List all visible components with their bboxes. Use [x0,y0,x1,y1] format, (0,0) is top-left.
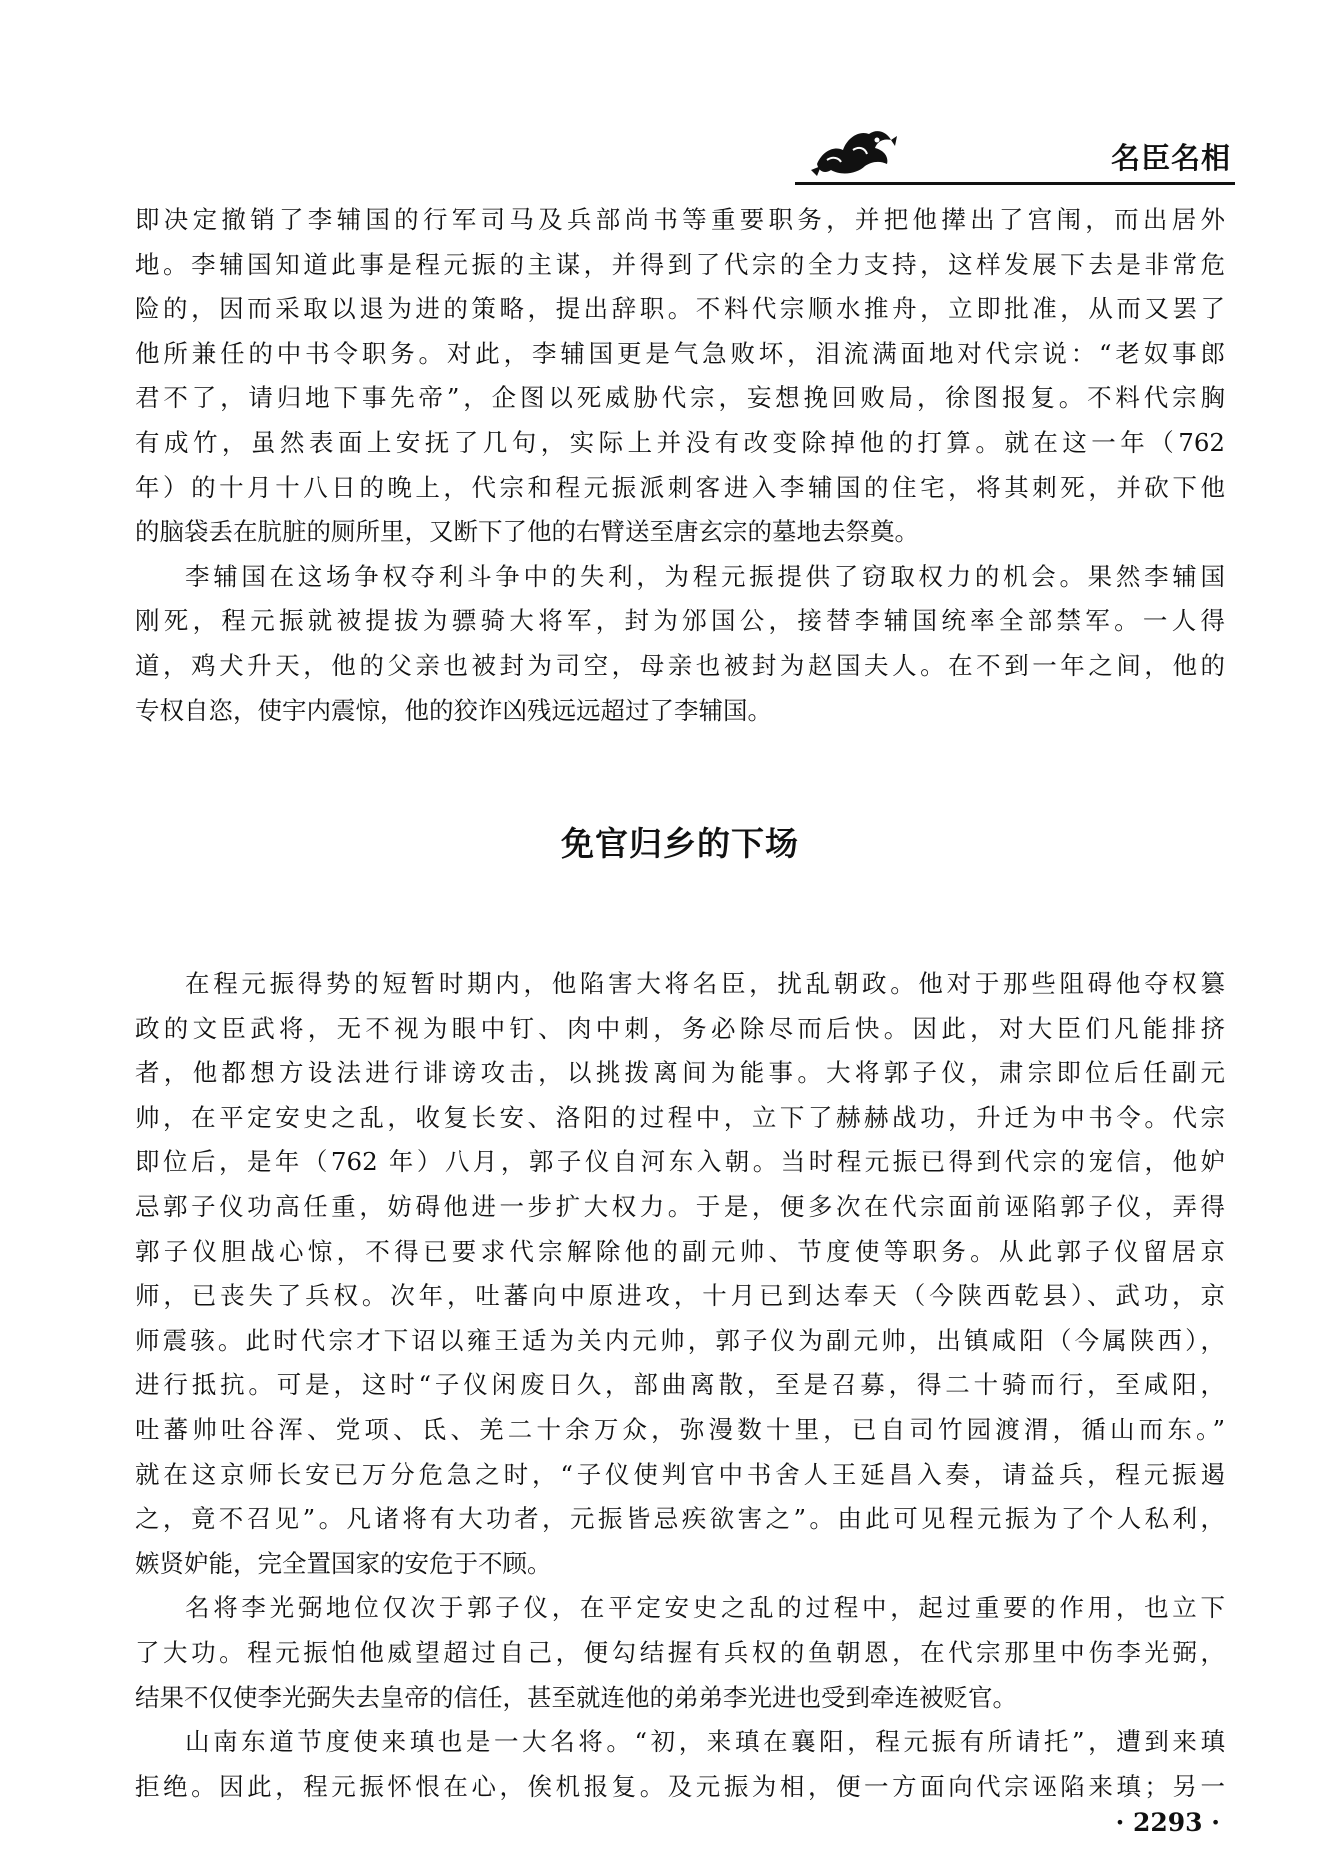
text-line: 在程元振得势的短暂时期内，他陷害大将名臣，扰乱朝政。他对于那些阻碍他夺权篡 [185,969,1225,998]
text-line: 者，他都想方设法进行诽谤攻击，以挑拨离间为能事。大将郭子仪，肃宗即位后任副元 [135,1058,1225,1088]
paragraph [135,1720,1225,1809]
text-line: 结果不仅使李光弼失去皇帝的信任，甚至就连他的弟弟李光进也受到牵连被贬官。 [135,1682,1017,1712]
paragraph [135,198,1225,555]
text-line: 名将李光弼地位仅次于郭子仪，在平定安史之乱的过程中，起过重要的作用，也立下 [185,1593,1225,1623]
section-heading: 免官归乡的下场 [561,824,799,863]
header-rule [795,182,1235,185]
running-header [795,120,1235,186]
text-line: 道，鸡犬升天，他的父亲也被封为司空，母亲也被封为赵国夫人。在不到一年之间，他的 [135,650,1225,680]
text-line: 之，竟不召见”。凡诸将有大功者，元振皆忌疾欲害之”。由此可见程元振为了个人私利， [135,1504,1225,1534]
paragraph [135,555,1225,733]
text-line: 忌郭子仪功高任重，妨碍他进一步扩大权力。于是，便多次在代宗面前诬陷郭子仪，弄得 [135,1191,1225,1221]
text-line: 山南东道节度使来瑱也是一大名将。“初，来瑱在襄阳，程元振有所请托”，遭到来瑱 [185,1727,1225,1757]
text-line: 政的文臣武将，无不视为眼中钉、肉中刺，务必除尽而后快。因此，对大臣们凡能排挤 [135,1013,1225,1043]
text-line: 师震骇。此时代宗才下诏以雍王适为关内元帅，郭子仪为副元帅，出镇咸阳（今属陕西）， [135,1325,1225,1355]
dragon-icon [807,120,897,180]
text-line: 君不了，请归地下事先帝”，企图以死威胁代宗，妄想挽回败局，徐图报复。不料代宗胸 [135,383,1225,413]
text-line: 帅，在平定安史之乱，收复长安、洛阳的过程中，立下了赫赫战功，升迁为中书令。代宗 [135,1102,1225,1132]
top-text-block [135,198,1225,733]
text-line: 地。李辅国知道此事是程元振的主谋，并得到了代宗的全力支持，这样发展下去是非常危 [135,249,1225,279]
text-line: 的脑袋丢在肮脏的厕所里，又断下了他的右臂送至唐玄宗的墓地去祭奠。 [135,517,919,547]
text-line: 专权自恣，使宇内震惊，他的狡诈凶残远远超过了李辅国。 [135,695,772,725]
header-title: 名臣名相 [1110,141,1231,175]
text-line: 嫉贤妒能，完全置国家的安危于不顾。 [135,1548,552,1578]
text-line: 师，已丧失了兵权。次年，吐蕃向中原进攻，十月已到达奉天（今陕西乾县）、武功，京 [135,1281,1225,1311]
text-line: 险的，因而采取以退为进的策略，提出辞职。不料代宗顺水推舟，立即批准，从而又罢了 [135,294,1225,324]
text-line: 拒绝。因此，程元振怀恨在心，俟机报复。及元振为相，便一方面向代宗诬陷来瑱；另一 [135,1771,1225,1801]
page-number: · 2293 · [1115,1808,1220,1837]
paragraph [135,1586,1225,1720]
bottom-text-block [135,962,1225,1809]
text-line: 他所兼任的中书令职务。对此，李辅国更是气急败坏，泪流满面地对代宗说：“老奴事郎 [135,338,1225,368]
text-line: 就在这京师长安已万分危急之时，“子仪使判官中书舍人王延昌入奏，请益兵，程元振遏 [135,1459,1225,1489]
text-line: 年）的十月十八日的晚上，代宗和程元振派刺客进入李辅国的住宅，将其刺死，并砍下他 [135,472,1225,502]
text-line: 即位后，是年（762 年）八月，郭子仪自河东入朝。当时程元振已得到代宗的宠信，他妒 [135,1147,1225,1177]
paragraph [135,962,1225,1586]
text-line: 了大功。程元振怕他威望超过自己，便勾结握有兵权的鱼朝恩，在代宗那里中伤李光弼， [135,1637,1225,1667]
text-line: 刚死，程元振就被提拔为骠骑大将军，封为邠国公，接替李辅国统率全部禁军。一人得 [135,606,1225,636]
text-line: 有成竹，虽然表面上安抚了几句，实际上并没有改变除掉他的打算。就在这一年（762 [135,427,1225,457]
text-line: 即决定撤销了李辅国的行军司马及兵部尚书等重要职务，并把他撵出了宫闱，而出居外 [135,205,1225,234]
text-line: 李辅国在这场争权夺利斗争中的失利，为程元振提供了窃取权力的机会。果然李辅国 [185,561,1225,591]
text-line: 郭子仪胆战心惊，不得已要求代宗解除他的副元帅、节度使等职务。从此郭子仪留居京 [135,1236,1225,1266]
text-line: 进行抵抗。可是，这时“子仪闲废日久，部曲离散，至是召募，得二十骑而行，至咸阳， [135,1370,1225,1400]
text-line: 吐蕃帅吐谷浑、党项、氐、羌二十余万众，弥漫数十里，已自司竹园渡渭，循山而东。” [135,1414,1225,1444]
